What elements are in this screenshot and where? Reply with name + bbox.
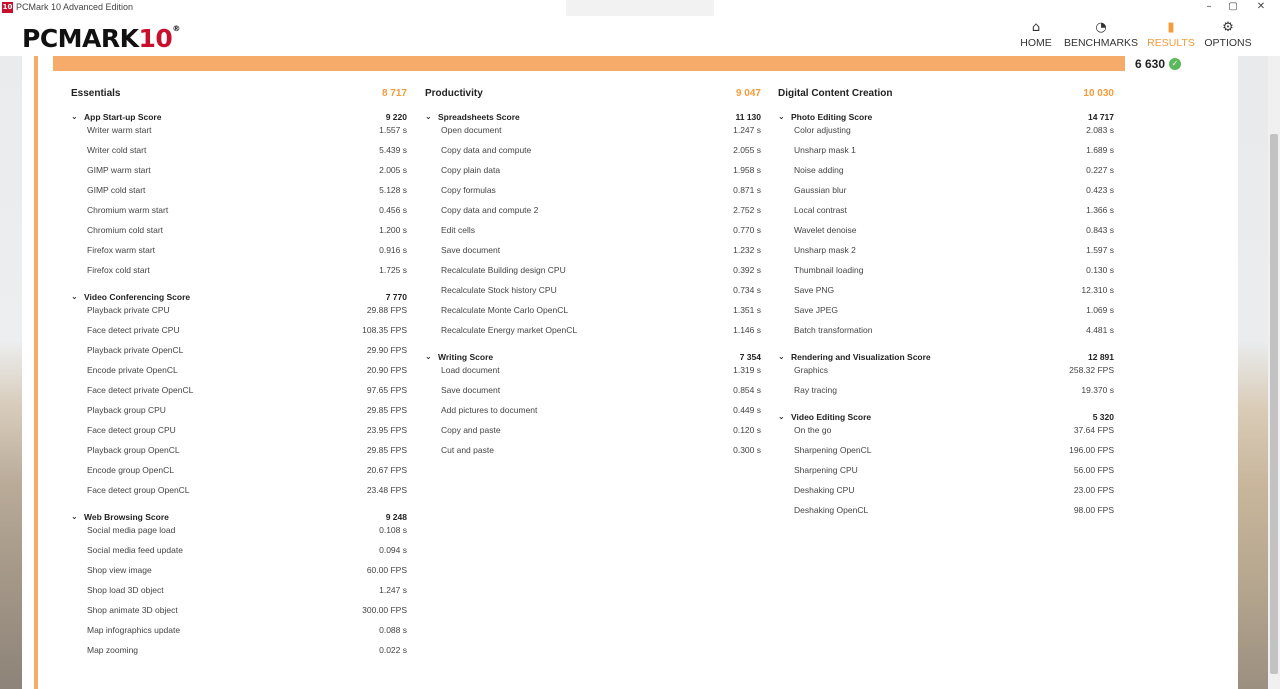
result-row	[425, 424, 761, 444]
test-name: Sharpening CPU	[794, 465, 858, 475]
minimize-button[interactable]: –	[1206, 1, 1212, 12]
result-row	[71, 164, 407, 184]
category-header	[778, 88, 1114, 104]
test-name: Unsharp mask 2	[794, 245, 856, 255]
test-name: Map zooming	[87, 645, 139, 655]
test-name: Gaussian blur	[794, 185, 847, 195]
test-value: 0.770 s	[733, 225, 761, 235]
result-row	[425, 224, 761, 244]
result-row	[778, 424, 1114, 444]
group-name: Web Browsing Score	[84, 512, 169, 522]
result-row	[71, 644, 407, 664]
background-city-left	[0, 56, 22, 689]
test-value: 1.689 s	[1086, 145, 1114, 155]
test-value: 0.094 s	[379, 545, 407, 555]
test-value: 0.227 s	[1086, 165, 1114, 175]
test-value: 29.85 FPS	[366, 445, 407, 455]
test-name: Open document	[441, 125, 502, 135]
test-name: Batch transformation	[794, 325, 873, 335]
category-column	[778, 88, 1114, 524]
result-row	[425, 144, 761, 164]
test-value: 0.916 s	[379, 245, 407, 255]
test-name: Shop view image	[87, 565, 152, 575]
test-name: Shop load 3D object	[87, 585, 164, 595]
test-name: Face detect private CPU	[87, 325, 180, 335]
test-name: Encode private OpenCL	[87, 365, 178, 375]
result-row	[778, 244, 1114, 264]
test-value: 0.300 s	[733, 445, 761, 455]
test-name: Shop animate 3D object	[87, 605, 178, 615]
test-name: Graphics	[794, 365, 829, 375]
result-row	[71, 184, 407, 204]
result-row	[71, 144, 407, 164]
result-row	[425, 124, 761, 144]
test-value: 1.069 s	[1086, 305, 1114, 315]
test-value: 1.146 s	[733, 325, 761, 335]
test-name: Firefox warm start	[87, 245, 156, 255]
test-value: 23.00 FPS	[1073, 485, 1114, 495]
test-name: Playback group OpenCL	[87, 445, 180, 455]
result-row	[425, 284, 761, 304]
test-value: 12.310 s	[1081, 285, 1114, 295]
test-name: Copy plain data	[441, 165, 501, 175]
test-value: 0.854 s	[733, 385, 761, 395]
test-name: Playback private CPU	[87, 305, 170, 315]
test-name: Color adjusting	[794, 125, 851, 135]
result-row	[778, 224, 1114, 244]
group-name: Spreadsheets Score	[438, 112, 520, 122]
test-value: 5.439 s	[379, 145, 407, 155]
test-name: Encode group OpenCL	[87, 465, 174, 475]
close-button[interactable]: ✕	[1256, 1, 1266, 12]
result-row	[425, 384, 761, 404]
test-value: 56.00 FPS	[1073, 465, 1114, 475]
result-row	[71, 464, 407, 484]
test-value: 196.00 FPS	[1069, 445, 1114, 455]
group-score: 7 354	[739, 352, 761, 362]
chevron-down-icon: ⌄	[71, 292, 78, 301]
result-row	[778, 164, 1114, 184]
nav-label: RESULTS	[1147, 37, 1195, 49]
test-value: 300.00 FPS	[362, 605, 407, 615]
test-name: Load document	[441, 365, 500, 375]
test-name: GIMP warm start	[87, 165, 151, 175]
result-row	[778, 284, 1114, 304]
test-value: 97.65 FPS	[366, 385, 407, 395]
result-row	[71, 564, 407, 584]
test-name: GIMP cold start	[87, 185, 146, 195]
group-name: Photo Editing Score	[791, 112, 873, 122]
app-icon: 10	[2, 3, 13, 11]
category-column	[71, 88, 407, 664]
result-row	[71, 444, 407, 464]
group-score: 11 130	[735, 112, 761, 122]
nav-options[interactable]	[1188, 19, 1268, 49]
result-row	[71, 264, 407, 284]
test-name: Face detect group CPU	[87, 425, 176, 435]
result-row	[425, 184, 761, 204]
test-name: Wavelet denoise	[794, 225, 857, 235]
nav-label: OPTIONS	[1204, 37, 1252, 49]
maximize-button[interactable]: ▢	[1228, 1, 1238, 12]
result-row	[778, 384, 1114, 404]
result-row	[71, 364, 407, 384]
title-bar	[0, 0, 1280, 16]
test-value: 1.557 s	[379, 125, 407, 135]
category-header	[425, 88, 761, 104]
nav-label: BENCHMARKS	[1063, 37, 1139, 49]
test-value: 0.120 s	[733, 425, 761, 435]
test-value: 0.108 s	[379, 525, 407, 535]
result-row	[425, 264, 761, 284]
result-row	[425, 324, 761, 344]
test-value: 98.00 FPS	[1073, 505, 1114, 515]
check-icon: ✓	[1169, 58, 1181, 70]
test-value: 0.423 s	[1086, 185, 1114, 195]
test-value: 2.005 s	[379, 165, 407, 175]
home-icon: ⌂	[1031, 20, 1041, 35]
test-value: 20.67 FPS	[366, 465, 407, 475]
test-name: Face detect private OpenCL	[87, 385, 194, 395]
test-value: 1.597 s	[1086, 245, 1114, 255]
background-city-right	[1238, 56, 1268, 689]
category-name: Essentials	[71, 88, 121, 99]
test-value: 1.725 s	[379, 265, 407, 275]
test-name: Playback group CPU	[87, 405, 166, 415]
test-name: Noise adding	[794, 165, 844, 175]
result-row	[71, 204, 407, 224]
result-row	[778, 184, 1114, 204]
category-name: Digital Content Creation	[778, 88, 893, 99]
test-value: 2.752 s	[733, 205, 761, 215]
test-value: 0.843 s	[1086, 225, 1114, 235]
test-name: Deshaking CPU	[794, 485, 855, 495]
test-value: 0.449 s	[733, 405, 761, 415]
test-value: 1.319 s	[733, 365, 761, 375]
category-name: Productivity	[425, 88, 483, 99]
chevron-down-icon: ⌄	[425, 112, 432, 121]
chevron-down-icon: ⌄	[778, 112, 785, 121]
test-name: Firefox cold start	[87, 265, 150, 275]
result-row	[778, 484, 1114, 504]
test-name: Thumbnail loading	[794, 265, 864, 275]
result-row	[425, 364, 761, 384]
window-title: PCMark 10 Advanced Edition	[16, 2, 134, 12]
bar-chart-icon: ▮	[1167, 20, 1175, 35]
result-row	[425, 244, 761, 264]
result-row	[778, 304, 1114, 324]
test-name: On the go	[794, 425, 832, 435]
test-value: 1.247 s	[733, 125, 761, 135]
test-name: Save PNG	[794, 285, 835, 295]
test-name: Save document	[441, 245, 501, 255]
overall-score	[1135, 56, 1181, 71]
result-row	[71, 604, 407, 624]
app-header	[0, 16, 1280, 56]
test-name: Sharpening OpenCL	[794, 445, 872, 455]
test-value: 0.392 s	[733, 265, 761, 275]
test-value: 2.083 s	[1086, 125, 1114, 135]
test-value: 1.351 s	[733, 305, 761, 315]
result-row	[425, 204, 761, 224]
chevron-down-icon: ⌄	[778, 352, 785, 361]
result-row	[71, 304, 407, 324]
test-value: 29.90 FPS	[366, 345, 407, 355]
category-score: 10 030	[1083, 88, 1114, 99]
test-name: Unsharp mask 1	[794, 145, 856, 155]
group-score: 9 248	[385, 512, 407, 522]
test-name: Recalculate Stock history CPU	[441, 285, 557, 295]
test-value: 1.958 s	[733, 165, 761, 175]
test-name: Chromium warm start	[87, 205, 169, 215]
test-name: Recalculate Energy market OpenCL	[441, 325, 578, 335]
test-value: 23.48 FPS	[366, 485, 407, 495]
test-name: Chromium cold start	[87, 225, 164, 235]
test-value: 0.734 s	[733, 285, 761, 295]
result-row	[778, 444, 1114, 464]
test-value: 108.35 FPS	[362, 325, 407, 335]
result-row	[778, 124, 1114, 144]
result-row	[71, 124, 407, 144]
result-row	[425, 404, 761, 424]
overall-score-value: 6 630	[1135, 56, 1166, 71]
nav-benchmarks[interactable]	[1061, 19, 1141, 49]
test-value: 0.871 s	[733, 185, 761, 195]
result-row	[778, 204, 1114, 224]
test-name: Copy data and compute 2	[441, 205, 539, 215]
result-row	[778, 264, 1114, 284]
test-value: 5.128 s	[379, 185, 407, 195]
scrollbar-thumb[interactable]	[1270, 134, 1278, 674]
test-name: Social media page load	[87, 525, 176, 535]
test-name: Copy and paste	[441, 425, 501, 435]
result-row	[425, 304, 761, 324]
test-name: Ray tracing	[794, 385, 837, 395]
group-name: Rendering and Visualization Score	[791, 352, 931, 362]
test-name: Save document	[441, 385, 501, 395]
test-value: 4.481 s	[1086, 325, 1114, 335]
test-value: 0.022 s	[379, 645, 407, 655]
result-row	[778, 144, 1114, 164]
nav-label: HOME	[1020, 37, 1052, 49]
result-row	[71, 624, 407, 644]
result-row	[71, 524, 407, 544]
group-name: Writing Score	[438, 352, 494, 362]
test-value: 258.32 FPS	[1069, 365, 1114, 375]
test-name: Copy formulas	[441, 185, 496, 195]
test-value: 1.200 s	[379, 225, 407, 235]
test-name: Recalculate Monte Carlo OpenCL	[441, 305, 569, 315]
category-column	[425, 88, 761, 464]
test-name: Recalculate Building design CPU	[441, 265, 566, 275]
test-name: Copy data and compute	[441, 145, 532, 155]
test-value: 1.247 s	[379, 585, 407, 595]
category-score: 9 047	[735, 88, 761, 99]
overall-score-bar	[53, 56, 1125, 71]
test-value: 0.456 s	[379, 205, 407, 215]
group-name: Video Editing Score	[791, 412, 872, 422]
chevron-down-icon: ⌄	[71, 112, 78, 121]
result-row	[71, 484, 407, 504]
category-header	[71, 88, 407, 104]
result-row	[71, 324, 407, 344]
test-name: Writer warm start	[87, 125, 152, 135]
group-score: 5 320	[1092, 412, 1114, 422]
test-value: 19.370 s	[1081, 385, 1114, 395]
test-name: Playback private OpenCL	[87, 345, 184, 355]
test-value: 0.088 s	[379, 625, 407, 635]
result-row	[778, 324, 1114, 344]
result-row	[778, 464, 1114, 484]
result-row	[71, 344, 407, 364]
test-name: Face detect group OpenCL	[87, 485, 190, 495]
test-name: Add pictures to document	[441, 405, 538, 415]
category-score: 8 717	[381, 88, 407, 99]
test-name: Social media feed update	[87, 545, 183, 555]
test-name: Deshaking OpenCL	[794, 505, 869, 515]
test-name: Edit cells	[441, 225, 476, 235]
group-score: 7 770	[385, 292, 407, 302]
result-row	[778, 504, 1114, 524]
test-value: 2.055 s	[733, 145, 761, 155]
test-value: 1.232 s	[733, 245, 761, 255]
group-name: App Start-up Score	[84, 112, 162, 122]
result-row	[71, 424, 407, 444]
chevron-down-icon: ⌄	[425, 352, 432, 361]
title-drag-area[interactable]	[566, 0, 714, 16]
result-row	[425, 164, 761, 184]
pcmark-logo: PCMARK10®	[22, 24, 180, 53]
result-row	[71, 384, 407, 404]
test-name: Cut and paste	[441, 445, 494, 455]
group-name: Video Conferencing Score	[84, 292, 191, 302]
test-value: 1.366 s	[1086, 205, 1114, 215]
test-name: Local contrast	[794, 205, 847, 215]
test-value: 29.88 FPS	[366, 305, 407, 315]
result-row	[71, 244, 407, 264]
test-value: 20.90 FPS	[366, 365, 407, 375]
chevron-down-icon: ⌄	[71, 512, 78, 521]
result-row	[71, 544, 407, 564]
test-value: 29.85 FPS	[366, 405, 407, 415]
test-value: 37.64 FPS	[1073, 425, 1114, 435]
test-name: Save JPEG	[794, 305, 838, 315]
result-row	[778, 364, 1114, 384]
test-value: 60.00 FPS	[366, 565, 407, 575]
chevron-down-icon: ⌄	[778, 412, 785, 421]
gear-icon: ⚙	[1222, 20, 1234, 35]
vertical-scrollbar[interactable]	[1268, 56, 1280, 689]
result-row	[71, 404, 407, 424]
result-row	[71, 584, 407, 604]
result-row	[71, 224, 407, 244]
group-score: 9 220	[385, 112, 407, 122]
result-row	[425, 444, 761, 464]
test-name: Map infographics update	[87, 625, 181, 635]
group-score: 14 717	[1088, 112, 1114, 122]
test-value: 23.95 FPS	[366, 425, 407, 435]
test-value: 0.130 s	[1086, 265, 1114, 275]
group-score: 12 891	[1088, 352, 1114, 362]
gauge-icon: ◔	[1095, 20, 1107, 35]
test-name: Writer cold start	[87, 145, 147, 155]
